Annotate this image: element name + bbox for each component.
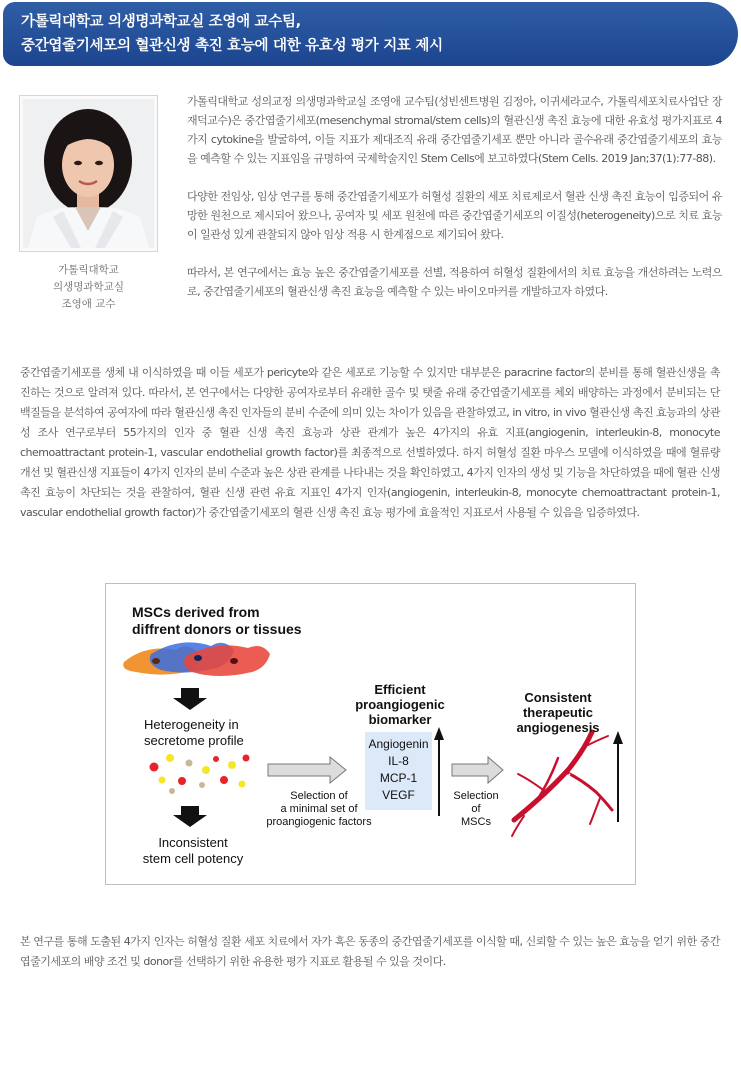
msc-title-line-1: MSCs derived from — [132, 604, 260, 620]
inconsistent-line-2: stem cell potency — [142, 851, 244, 866]
heterogeneity-line-2: secretome profile — [144, 733, 244, 748]
marker-mcp1: MCP-1 — [379, 771, 418, 785]
photo-caption — [19, 262, 158, 313]
selection-factors-line-2: a minimal set of — [280, 803, 358, 815]
figure-biomarker-title — [350, 682, 450, 727]
biomarker-line-2: proangiogenic — [355, 697, 445, 712]
professor-photo — [19, 95, 158, 252]
up-arrow-2 — [613, 731, 623, 744]
biomarker-list — [365, 736, 432, 804]
msc-title-line-2: diffrent donors or tissues — [132, 621, 302, 637]
intro-paragraph-1: 가톨릭대학교 성의교정 의생명과학교실 조영애 교수팀(성빈센트병원 김정아, 이귀세라교수, 가톨릭세포치료사업단 장재덕교수)은 중간엽줄기세포(mesenchymal stromal/stem cells)의 혈관신생 촉진 효능에 대한 유효성 평가지표로 4가지 cytokine을 발굴하여, 이들 지표가 제대조직 유래 중간엽줄기세포 뿐만 아니라 골수유래 중간엽줄기세포의 효능을 예측할 수 있는 지표임을 규명하여 국제학술지인 Stem Cells에 보고하였다(Stem Cells. 2019 Jan;37(1):77-88). — [187, 95, 722, 165]
figure-selection-mscs-label — [446, 790, 506, 829]
figure-heterogeneity-label — [144, 717, 244, 749]
caption-department: 의생명과학교실 — [52, 281, 124, 293]
intro-paragraph-2: 다양한 전임상, 임상 연구를 통해 중간엽줄기세포가 허혈성 질환의 세포 치료제로서 혈관 신생 촉진 효능이 입증되어 유망한 원천으로 제시되어 왔으나, 공여자 및 세포 원천에 따른 중간엽줄기세포의 이질성(heterogeneity)으로 치료 효능이 일관성 있게 관찰되지 않아 임상 적용 시 한계점으로 제기되어 왔다. — [187, 190, 722, 241]
down-arrow-1 — [173, 688, 207, 710]
selection-factors-line-3: proangiogenic factors — [266, 816, 372, 828]
consistent-line-2: therapeutic — [522, 705, 594, 720]
consistent-line-1: Consistent — [524, 690, 592, 705]
selection-mscs-line-1: Selection — [453, 790, 499, 802]
inconsistent-line-1: Inconsistent — [158, 835, 228, 850]
figure-selection-factors-label — [260, 790, 378, 829]
headline-line-1: 가톨릭대학교 의생명과학교실 조영애 교수팀, — [21, 14, 301, 30]
intro-section — [187, 92, 722, 320]
figure-msc-title — [132, 604, 302, 638]
selection-mscs-line-2: of — [471, 803, 481, 815]
consistent-line-3: angiogenesis — [516, 720, 600, 735]
msc-cells-icon — [123, 642, 270, 676]
figure-consistent-title — [506, 690, 610, 735]
selection-factors-line-1: Selection of — [290, 790, 348, 802]
biomarker-line-1: Efficient — [374, 682, 426, 697]
marker-angiogenin: Angiogenin — [368, 737, 429, 751]
marker-vegf: VEGF — [382, 788, 415, 802]
body-paragraph: 중간엽줄기세포를 생체 내 이식하였을 때 이들 세포가 pericyte와 같은 세포로 기능할 수 있지만 대부분은 paracrine factor의 분비를 통해 혈관신생을 촉진하는 것으로 알려져 있다. 따라서, 본 연구에서는 다양한 공여자로부터 유래한 골수 및 탯줄 유래 중간엽줄기세포를 체외 배양하는 과정에서 분비되는 단백질들을 분석하여 공여자에 따라 혈관신생 촉진 인자들의 분비 수준에 의미 있는 차이가 있음을 관찰하였고, in vitro, in vivo 혈관신생 촉진 효능과의 상관성 조사 연구로부터 55가지의 인자 중 혈관 신생 촉진 효능과 상관 관계가 높은 4가지의 유효 지표(angiogenin, interleukin-8, monocyte chemoattractant protein-1, vascular endothelial growth factor)를 최종적으로 선별하였다. 하지 허혈성 질환 마우스 모델에 이식하였을 때에 혈류량 개선 및 혈관신생 지표들이 4가지 인자의 분비 수준과 높은 상관 관계를 나타내는 것을 확인하였고, 4가지 인자의 생성 및 기능을 차단하였을 때에 혈관 신생 촉진 효능이 차단되는 것을 관찰하여, 혈관 신생 관련 유효 지표인 4가지 인자(angiogenin, interleukin-8, monocyte chemoattractant protein-1, vascular endothelial growth factor)가 중간엽줄기세포의 혈관 신생 촉진 효능 평가에 효율적인 지표로서 사용될 수 있음을 입증하였다. — [20, 366, 720, 519]
selection-mscs-line-3: MSCs — [461, 816, 491, 828]
portrait-image — [23, 99, 154, 248]
secretome-dots-icon — [150, 754, 250, 794]
up-arrow-1 — [434, 727, 444, 740]
biomarker-line-3: biomarker — [368, 712, 432, 727]
headline-line-2: 중간엽줄기세포의 혈관신생 촉진 효능에 대한 유효성 평가 지표 제시 — [21, 38, 443, 54]
down-arrow-2 — [173, 806, 207, 827]
study-diagram — [105, 583, 636, 885]
marker-il8: IL-8 — [388, 754, 409, 768]
intro-paragraph-3: 따라서, 본 연구에서는 효능 높은 중간엽줄기세포를 선별, 적용하여 허혈성 질환에서의 치료 효능을 개선하려는 노력으로, 중간엽줄기세포의 혈관신생 촉진 효능을 예측할 수 있는 바이오마커를 개발하고자 하였다. — [187, 266, 722, 298]
figure-inconsistent-label — [142, 835, 244, 867]
closing-paragraph: 본 연구를 통해 도출된 4가지 인자는 허혈성 질환 세포 치료에서 자가 혹은 동종의 중간엽줄기세포를 이식할 때, 신뢰할 수 있는 높은 효능을 얻기 위한 중간엽줄기세포의 배양 조건 및 donor를 선택하기 위한 유용한 평가 지표로 활용될 수 있을 것이다. — [20, 935, 720, 968]
blood-vessel-icon — [512, 732, 612, 836]
caption-name: 조영애 교수 — [61, 298, 116, 310]
right-arrow-2 — [452, 757, 503, 783]
article-header — [3, 2, 738, 66]
right-arrow-1 — [268, 757, 346, 783]
heterogeneity-line-1: Heterogeneity in — [144, 717, 239, 732]
caption-university: 가톨릭대학교 — [58, 264, 119, 276]
